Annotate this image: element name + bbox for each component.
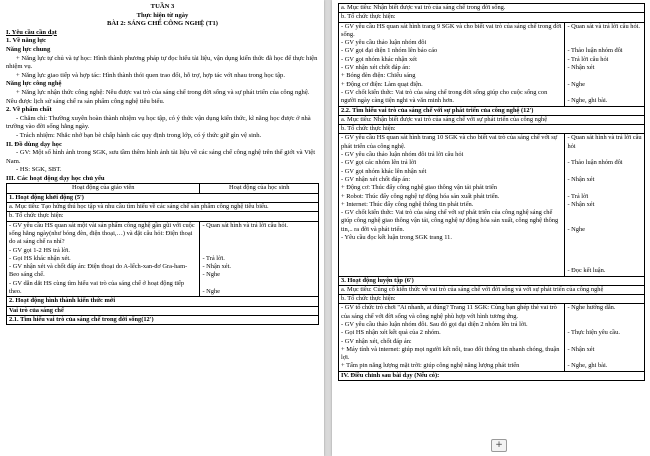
student-activity-line <box>567 209 642 217</box>
teacher-activity-line: - GV yêu cầu HS quan sát hình trang 9 SGK và cho biết vai trò của sáng chế trong đời sống. <box>341 22 562 38</box>
student-activity-line: - Nhận xét <box>567 345 595 353</box>
student-activity-cell <box>565 22 645 106</box>
teacher-activity-line: - GV gọi đại diện 1 nhóm lên báo cáo <box>341 47 438 55</box>
teacher-activity-cell <box>7 221 200 297</box>
student-activity-line <box>567 338 642 346</box>
student-activity-line: - Nghe <box>202 271 221 279</box>
teacher-activity-line: - GV nhận xét và chốt đáp án: Điện thoại do A-lếch-xan-đơ Gra-ham-Beo sáng chế. <box>9 263 188 279</box>
lesson-title: BÀI 2: SÁNG CHẾ CÔNG NGHỆ (T1) <box>106 20 218 28</box>
lesson-paragraph: Năng lực công nghệ <box>6 80 62 88</box>
student-activity-line <box>567 168 642 176</box>
teacher-activity-line: - GV gọi nhóm khác nhận xét <box>341 55 417 63</box>
table-section-cell: b. Tổ chức thực hiện: <box>339 295 645 304</box>
student-activity-line <box>567 242 642 250</box>
table-section-cell: Vai trò của sáng chế <box>7 306 319 315</box>
table-section-cell: b. Tổ chức thực hiện: <box>7 212 319 221</box>
student-activity-line: - Thực hiện yêu cầu. <box>567 329 620 337</box>
student-column-header: Hoạt động của học sinh <box>200 184 319 193</box>
table-row <box>339 285 645 294</box>
table-section-cell: 2.1. Tìm hiểu vai trò của sáng chế trong đời sống(12') <box>7 315 319 324</box>
teacher-activity-line: - Gọi HS khác nhận xét. <box>9 254 71 262</box>
teacher-activity-line: - GV dẫn dắt HS cùng tìm hiểu vai trò của sáng chế ở hoạt động tiếp theo. <box>9 279 185 296</box>
table-section-cell: 2.2. Tìm hiểu vai trò của sáng chế với sự phát triển của công nghệ (12') <box>339 106 645 115</box>
teacher-activity-line: + Động cơ: Thúc đẩy công nghệ giao thông vận tải phát triển <box>341 184 497 192</box>
teacher-activity-cell <box>339 134 565 276</box>
student-activity-line <box>202 280 316 288</box>
student-activity-line: - Nghe <box>567 225 586 233</box>
lesson-paragraphs <box>6 29 319 184</box>
table-row <box>339 115 645 124</box>
student-activity-line: - Trả lời <box>567 192 589 200</box>
student-activity-line: - Trả lời. <box>202 254 225 262</box>
teacher-activity-line: - GV gọi nhóm khác lên nhận xét <box>341 167 427 175</box>
table-section-cell: 2. Hoạt động hình thành kiến thức mới <box>7 297 319 306</box>
lesson-paragraph: - Trách nhiệm: Nhắc nhở bạn bè chấp hành các quy định trong lớp, có ý thức giữ gìn vệ sinh. <box>16 131 262 139</box>
student-activity-line <box>567 217 642 225</box>
table-section-cell: a. Mục tiêu: Nhận biết được vai trò của sáng chế trong đời sống. <box>339 4 645 13</box>
teacher-activity-line: - GV chốt kiến thức: Vai trò của sáng chế với sự phát triển của công nghệ sáng chế giúp công nghệ giao thông vận tải, công nghệ tự động hóa sản xuất, công nghệ thông tin,.. ra đời và phát triển. <box>341 209 559 233</box>
lesson-paragraph: - GV: Một số hình ảnh trong SGK, sưu tầm thêm hình ảnh tài liệu về các sáng chế công nghệ trên thế giới và Việt Nam. <box>6 149 316 165</box>
lesson-paragraph: + Năng lực tự chủ và tự học: Hình thành phương pháp tự đọc hiểu tài liệu, vận dụng kiến thức đã học để thực hiện nhiệm vụ. <box>6 54 318 71</box>
teacher-activity-line: - GV yêu cầu HS quan sát hình trang 10 SGK và cho biết vai trò của sáng chế với sự phát triển của công nghệ. <box>341 134 558 150</box>
student-activity-line: - Nghe <box>202 288 221 296</box>
document-page-left <box>0 0 324 456</box>
table-row <box>339 125 645 134</box>
student-activity-line: - Quan sát hình và trả lời câu hỏi. <box>202 221 288 229</box>
student-activity-line <box>567 31 642 39</box>
student-activity-line <box>567 234 642 242</box>
teacher-activity-line: - Gọi HS nhận xét kết quả của 2 nhóm. <box>341 329 441 337</box>
student-activity-line: - Thảo luận nhóm đôi <box>567 47 623 55</box>
student-activity-line <box>567 259 642 267</box>
table-section-cell: 1. Hoạt động khởi động (5') <box>7 193 319 202</box>
student-activity-line <box>567 354 642 362</box>
table-row <box>7 203 319 212</box>
table-row <box>7 297 319 306</box>
student-activity-line <box>567 184 642 192</box>
date-line: Thực hiện từ ngày <box>136 11 189 19</box>
teacher-activity-line: - GV yêu cầu HS quan sát một vài sản phẩm công nghệ gần gũi với cuộc sống hằng ngày(như bóng đèn, điện thoại,…) và đặt câu hỏi: Điện thoại do ai sáng chế ra nhỉ? <box>9 221 195 246</box>
table-row <box>7 306 319 315</box>
table-row <box>7 212 319 221</box>
student-activity-line: - Nghe <box>567 80 586 88</box>
table-row <box>339 13 645 22</box>
table-row <box>339 4 645 13</box>
lesson-paragraph: 1. Về năng lực <box>6 37 47 45</box>
teacher-activity-line: + Động cơ điện: Làm quạt điện. <box>341 80 423 88</box>
student-activity-line: - Nhận xét. <box>202 263 232 271</box>
student-activity-line: - Trả lời câu hỏi <box>567 55 609 63</box>
lesson-paragraph: + Năng lực giao tiếp và hợp tác: Hình thành thói quen trao đổi, hỗ trợ, hợp tác với nhau trong học tập. <box>16 71 285 79</box>
table-section-cell: a. Mục tiêu: Tạo hứng thú học tập và nhu cầu tìm hiểu về các sáng chế sản phẩm công nghệ tiêu biểu. <box>7 203 319 212</box>
lesson-paragraph: 2. Về phẩm chất <box>6 106 52 114</box>
lesson-paragraph: - Chăm chỉ: Thường xuyên hoàn thành nhiệm vụ học tập, có ý thức vận dụng kiến thức, kĩ năng học được ở nhà trường vào đời sống hằng ngày. <box>6 114 311 131</box>
table-row <box>339 22 645 106</box>
table-section-cell: b. Tổ chức thực hiện: <box>339 13 645 22</box>
student-activity-line <box>567 72 642 80</box>
table-row <box>339 371 645 380</box>
student-activity-line <box>567 39 642 47</box>
page-right-content <box>338 3 645 381</box>
teacher-activity-line: - GV nhận xét chốt đáp án: <box>341 175 411 183</box>
teacher-column-header: Hoạt động của giáo viên <box>7 184 200 193</box>
teacher-activity-line: - GV yêu cầu thảo luận nhóm đôi trả lời câu hỏi <box>341 151 464 159</box>
teacher-activity-line: - GV tổ chức trò chơi "Ai nhanh, ai đúng? Trang 11 SGK: Cùng bạn ghép thẻ vai trò của sáng chế với đời sống và công nghệ phù hợp với hình tương ứng. <box>341 304 557 320</box>
teacher-activity-line: + Internet: Thúc đẩy công nghệ thông tin phát triển. <box>341 200 474 208</box>
student-activity-line: - Nghe, ghi bài. <box>567 97 608 105</box>
document-page-right <box>332 0 650 456</box>
student-activity-line: - Nghe, ghi bài. <box>567 362 608 370</box>
teacher-activity-line: - GV yêu cầu thảo luận nhóm đôi. Sau đó gọi đại diện 2 nhóm lên trả lời. <box>341 320 528 328</box>
student-activity-line: - Nhận xét <box>567 200 595 208</box>
table-section-cell: a. Mục tiêu: Củng cố kiến thức về vai trò của sáng chế với đời sống và với sự phát triển của công nghệ <box>339 285 645 294</box>
teacher-activity-line: + Tấm pin năng lượng mặt trời: giúp công nghệ năng lượng phát triển <box>341 362 520 370</box>
student-activity-line: - Nhận xét <box>567 175 595 183</box>
lesson-paragraph: II. Đồ dùng dạy học <box>6 140 62 148</box>
table-row <box>339 276 645 285</box>
table-section-cell: 3. Hoạt động luyện tập (6') <box>339 276 645 285</box>
student-activity-line <box>567 151 642 159</box>
lesson-paragraph: III. Các hoạt động dạy học chủ yếu <box>6 174 105 182</box>
table-row <box>339 134 645 276</box>
table-row <box>339 304 645 371</box>
add-content-button[interactable]: + <box>491 439 507 452</box>
table-section-cell: b. Tổ chức thực hiện: <box>339 125 645 134</box>
table-row <box>339 295 645 304</box>
lesson-paragraph: I. Yêu cầu cần đạt <box>6 28 57 36</box>
teacher-activity-line: - GV chốt kiến thức: Vai trò của sáng chế trong đời sống giúp cho cuộc sống con người ngày càng tiện nghi và văn minh hơn. <box>341 88 548 105</box>
teacher-activity-line: - Yêu cầu đọc kết luận trong SGK trang 11. <box>341 234 452 242</box>
teacher-activity-line: + Bóng đèn điện: Chiếu sáng <box>341 72 416 80</box>
table-row <box>339 106 645 115</box>
student-activity-line: - Nhận xét <box>567 64 595 72</box>
student-activity-line: - Nghe hướng dẫn. <box>567 304 616 312</box>
student-activity-line <box>567 251 642 259</box>
student-activity-line <box>567 321 642 329</box>
lesson-paragraph: Năng lực chung <box>6 45 51 53</box>
lesson-paragraph: + Năng lực nhận thức công nghệ: Nêu được vai trò của sáng chế trong đời sống và sự phát triển của công nghệ. Nêu được lịch sử sáng chế ra sản phẩm công nghệ tiêu biểu. <box>6 88 310 105</box>
student-activity-line: - Quan sát hình và trả lời câu hỏi <box>567 134 642 150</box>
student-activity-line: - Quan sát và trả lời câu hỏi. <box>567 22 641 30</box>
teacher-activity-line: - GV yêu cầu thảo luận nhóm đôi <box>341 39 427 47</box>
week-heading: TUẦN 3 <box>150 3 175 10</box>
page-left-content <box>6 3 319 325</box>
activity-table-left <box>6 183 319 325</box>
student-activity-cell <box>200 221 319 297</box>
teacher-activity-line: - GV nhận xét chốt đáp án: <box>341 64 411 72</box>
student-activity-cell <box>565 134 645 276</box>
student-activity-line <box>202 230 316 238</box>
student-activity-line <box>202 238 316 246</box>
student-activity-line <box>567 89 642 97</box>
teacher-activity-line: - GV nhận xét, chốt đáp án: <box>341 337 412 345</box>
teacher-activity-cell <box>339 304 565 371</box>
table-row <box>7 193 319 202</box>
teacher-activity-line: - GV gọi 1-2 HS trả lời. <box>9 246 70 254</box>
student-activity-line <box>567 313 642 321</box>
activity-table-right <box>338 3 645 381</box>
table-section-cell: IV. Điều chỉnh sau bài dạy (Nếu có): <box>339 371 645 380</box>
teacher-activity-line: + Robot: Thúc đẩy công nghệ tự động hóa sản xuất phát triển. <box>341 192 500 200</box>
teacher-activity-line: + Máy tính và internet: giúp mọi người kết nối, trao đổi thông tin nhanh chóng, thuận lợi. <box>341 345 560 362</box>
student-activity-line: - Thảo luận nhóm đôi <box>567 159 623 167</box>
table-row <box>7 315 319 324</box>
lesson-paragraph: - HS: SGK, SBT. <box>16 166 62 174</box>
teacher-activity-cell <box>339 22 565 106</box>
table-header-row <box>7 184 319 193</box>
student-activity-cell <box>565 304 645 371</box>
table-section-cell: a. Mục tiêu: Nhận biết được vai trò của sáng chế với sự phát triển của công nghệ <box>339 115 645 124</box>
student-activity-line <box>202 247 316 255</box>
teacher-activity-line: - GV gọi các nhóm lên trả lời <box>341 159 417 167</box>
table-row <box>7 221 319 297</box>
student-activity-line: - Đọc kết luận. <box>567 267 606 275</box>
